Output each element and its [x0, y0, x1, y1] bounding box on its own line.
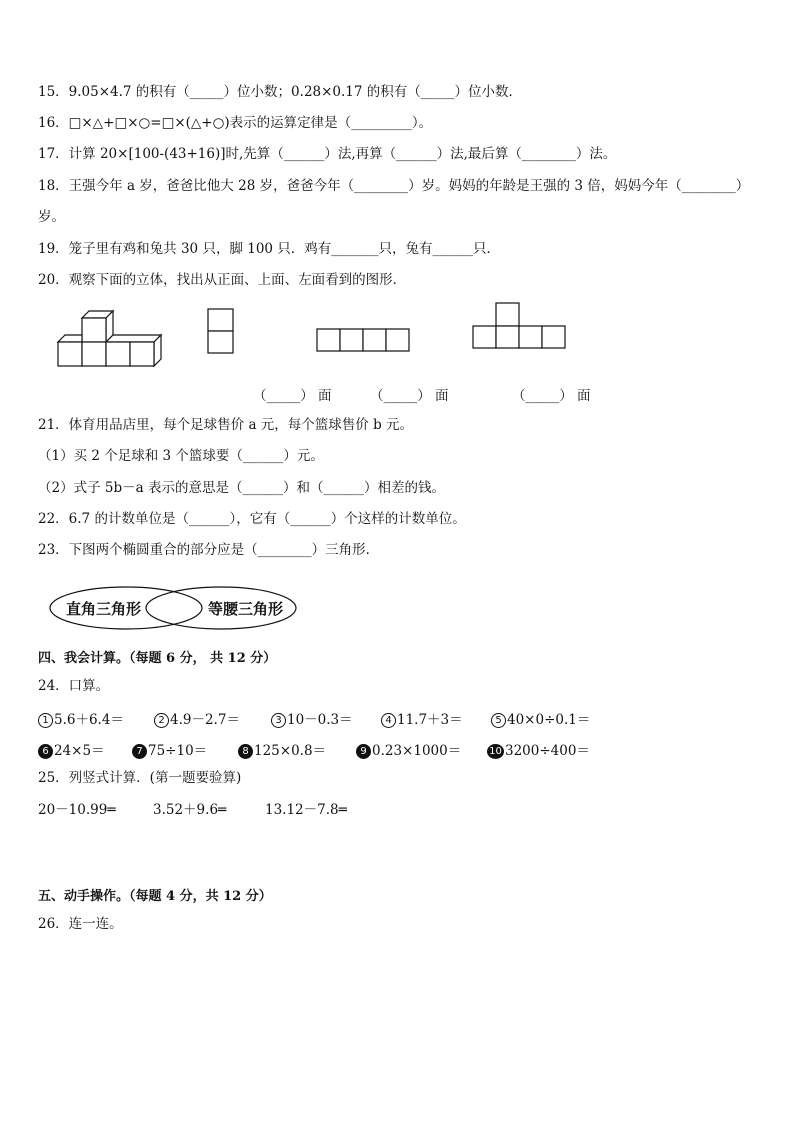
calc-item: 10 3200÷400＝ [487, 739, 590, 759]
ellipse-label-right-triangle: 直角三角形 [66, 600, 142, 618]
mental-math-row-1 [0, 708, 794, 728]
calc-item: 6 24×5＝ [38, 739, 105, 759]
vertical-calc-3: 13.12－7.8═ [265, 802, 347, 818]
section-4-title: 四、我会计算。（每题 6 分， 共 12 分） [38, 651, 277, 666]
question-23: 23．下图两个椭圆重合的部分应是（________）三角形． [38, 542, 380, 558]
view-top-figure [316, 328, 410, 353]
calc-item: 9 0.23×1000＝ [356, 739, 461, 759]
view-label-2: （_____） 面 [370, 388, 449, 404]
number-circle: 2 [154, 713, 169, 728]
vertical-calc-2: 3.52＋9.6═ [153, 802, 227, 818]
number-circle: 9 [356, 744, 371, 759]
view-left-figure [207, 308, 235, 356]
calc-item: 3 10－0.3＝ [271, 708, 353, 728]
number-circle: 1 [38, 713, 53, 728]
question-18: 18．王强今年 a 岁，爸爸比他大 28 岁，爸爸今年（________）岁。妈妈的年龄是王强的 3 倍，妈妈今年（________） [38, 178, 750, 194]
number-circle: 3 [271, 713, 286, 728]
question-26: 26．连一连。 [38, 916, 123, 932]
question-18-continued: 岁。 [38, 209, 65, 225]
view-label-3: （_____） 面 [512, 388, 591, 404]
calc-item: 4 11.7＋3＝ [381, 708, 463, 728]
calc-item: 2 4.9－2.7＝ [154, 708, 240, 728]
number-circle: 8 [238, 744, 253, 759]
question-21-part-1: （1）买 2 个足球和 3 个篮球要（______）元。 [38, 448, 324, 464]
calc-item: 1 5.6＋6.4＝ [38, 708, 124, 728]
number-circle: 10 [487, 744, 504, 759]
ellipse-label-isosceles-triangle: 等腰三角形 [208, 600, 284, 618]
calc-item: 7 75÷10＝ [132, 739, 207, 759]
question-22: 22．6.7 的计数单位是（______），它有（______）个这样的计数单位。 [38, 511, 466, 527]
solid-figure [56, 308, 168, 370]
mental-math-row-2 [0, 739, 794, 759]
number-circle: 6 [38, 744, 53, 759]
question-25: 25．列竖式计算．(第一题要验算) [38, 770, 242, 786]
question-15: 15．9.05×4.7 的积有（_____）位小数；0.28×0.17 的积有（_____）位小数． [38, 84, 523, 100]
question-21: 21．体育用品店里，每个足球售价 a 元，每个篮球售价 b 元。 [38, 417, 414, 433]
calc-item: 5 40×0÷0.1＝ [491, 708, 590, 728]
calc-item: 8 125×0.8＝ [238, 739, 326, 759]
question-16: 16．□×△+□×○=□×(△+○)表示的运算定律是（_________）。 [38, 115, 433, 131]
question-24: 24．口算。 [38, 678, 110, 694]
question-21-part-2: （2）式子 5b－a 表示的意思是（______）和（______）相差的钱。 [38, 480, 445, 496]
vertical-calc-1: 20－10.99═ [38, 802, 116, 818]
question-20: 20．观察下面的立体，找出从正面、上面、左面看到的图形． [38, 272, 407, 288]
view-front-figure [472, 302, 567, 350]
number-circle: 7 [132, 744, 147, 759]
number-circle: 4 [381, 713, 396, 728]
section-5-title: 五、动手操作。（每题 4 分，共 12 分） [38, 889, 272, 904]
number-circle: 5 [491, 713, 506, 728]
question-19: 19．笼子里有鸡和兔共 30 只，脚 100 只．鸡有_______只，兔有______只． [38, 241, 501, 257]
view-label-1: （_____） 面 [253, 388, 332, 404]
question-17: 17．计算 20×[100-(43+16)]时,先算（______）法,再算（______）法,最后算（________）法。 [38, 146, 617, 162]
